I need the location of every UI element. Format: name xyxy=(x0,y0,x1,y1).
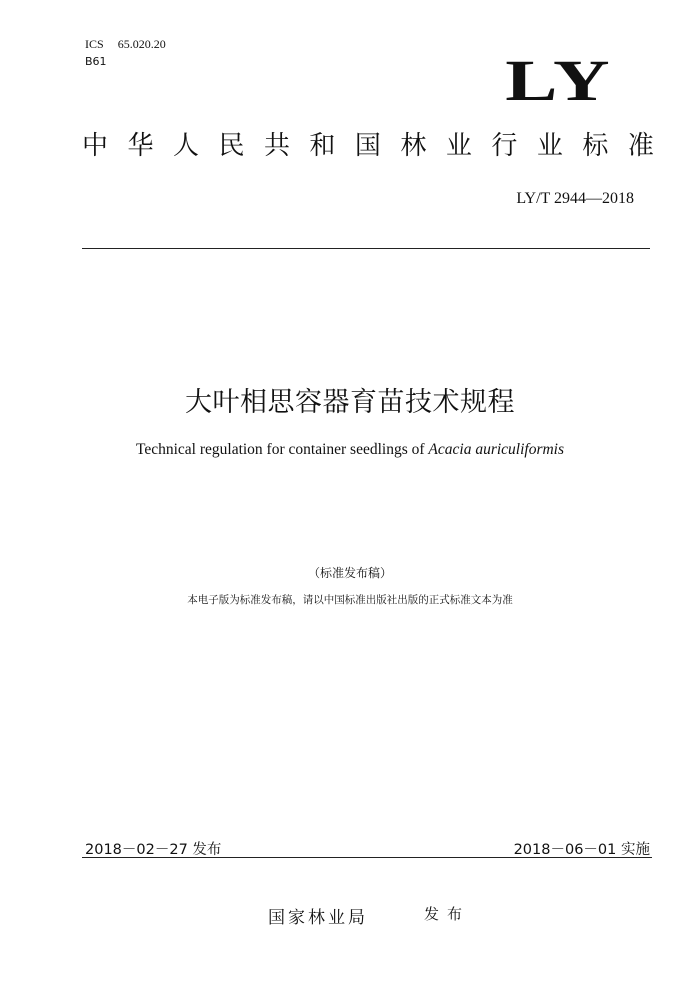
ics-number: 65.020.20 xyxy=(117,37,166,51)
issue-label: 发布 xyxy=(424,905,471,923)
ics-label: ICS xyxy=(85,37,104,51)
standard-type-char: 华 xyxy=(127,131,154,161)
standard-type-char: 业 xyxy=(536,131,563,161)
footer-divider xyxy=(82,857,652,858)
standard-type-char: 共 xyxy=(263,131,290,161)
standard-type-char: 准 xyxy=(627,131,654,161)
english-title-species: Acacia auriculiformis xyxy=(428,441,565,458)
standard-type-char: 民 xyxy=(218,131,245,161)
english-title xyxy=(0,441,700,459)
ccs-code: B61 xyxy=(85,55,107,68)
standard-type-char: 标 xyxy=(582,131,609,161)
implement-date: 2018－06－01 实施 xyxy=(513,842,650,858)
header-divider xyxy=(82,248,650,249)
ly-logo: LY xyxy=(505,48,612,113)
standard-type-heading xyxy=(82,133,654,159)
standard-number: LY/T 2944—2018 xyxy=(516,190,634,207)
standard-type-char: 行 xyxy=(491,131,518,161)
ics-code xyxy=(85,37,166,52)
english-title-prefix: Technical regulation for container seedlings of xyxy=(135,441,429,458)
issuing-authority: 国家林业局 xyxy=(268,908,368,928)
standard-type-char: 中 xyxy=(82,131,109,161)
standard-type-char: 国 xyxy=(354,131,381,161)
publish-date: 2018－02－27 发布 xyxy=(85,842,222,858)
standard-type-char: 人 xyxy=(172,131,199,161)
chinese-title: 大叶相思容器育苗技术规程 xyxy=(185,387,515,418)
draft-notice: 本电子版为标准发布稿，请以中国标准出版社出版的正式标准文本为准 xyxy=(187,594,513,606)
draft-label: （标准发布稿） xyxy=(307,566,392,580)
standard-type-char: 林 xyxy=(400,131,427,161)
standard-type-char: 和 xyxy=(309,131,336,161)
standard-type-char: 业 xyxy=(445,131,472,161)
